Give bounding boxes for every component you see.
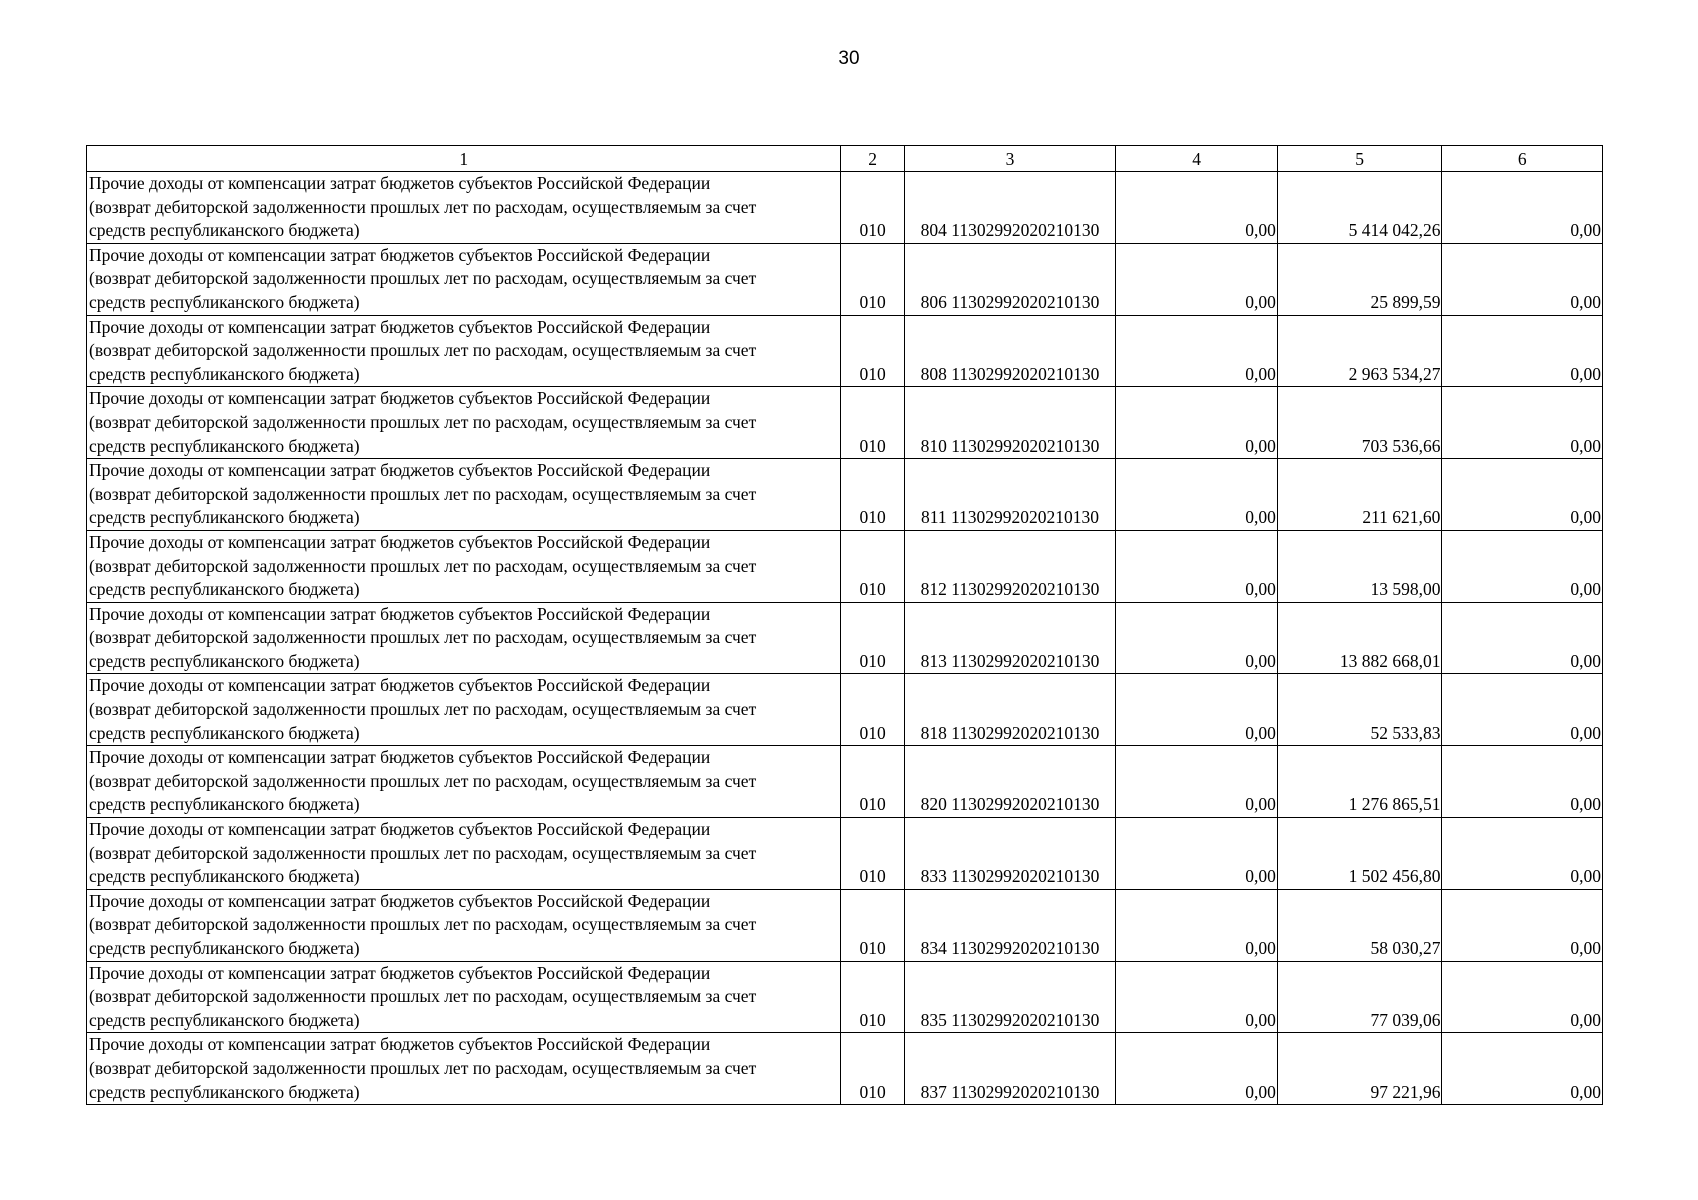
budget-classification-code-cell: 833 11302992020210130 bbox=[904, 818, 1116, 890]
column-number: 3 bbox=[904, 146, 1116, 172]
budget-classification-code-cell: 813 11302992020210130 bbox=[904, 602, 1116, 674]
income-name-line: Прочие доходы от компенсации затрат бюджетов субъектов Российской Федерации bbox=[89, 819, 711, 840]
column-4-value-cell: 0,00 bbox=[1116, 818, 1278, 890]
line-code-cell: 010 bbox=[841, 1033, 904, 1105]
column-5-value-cell: 2 963 534,27 bbox=[1277, 315, 1442, 387]
income-name-line: (возврат дебиторской задолженности прошлых лет по расходам, осуществляемым за счет bbox=[89, 914, 757, 935]
column-6-value-cell: 0,00 bbox=[1442, 172, 1603, 244]
budget-classification-code-cell: 810 11302992020210130 bbox=[904, 387, 1116, 459]
page-number: 30 bbox=[838, 48, 860, 69]
income-name-line: средств республиканского бюджета) bbox=[89, 507, 360, 528]
income-name-line: средств республиканского бюджета) bbox=[89, 1009, 360, 1030]
income-name-line: (возврат дебиторской задолженности прошлых лет по расходам, осуществляемым за счет bbox=[89, 1057, 757, 1078]
income-name-line: средств республиканского бюджета) bbox=[89, 291, 360, 312]
column-4-value-cell: 0,00 bbox=[1116, 746, 1278, 818]
column-4-value-cell: 0,00 bbox=[1116, 459, 1278, 531]
column-6-value-cell: 0,00 bbox=[1442, 387, 1603, 459]
column-5-value-cell: 97 221,96 bbox=[1277, 1033, 1442, 1105]
column-6-value-cell: 0,00 bbox=[1442, 315, 1603, 387]
line-code-cell: 010 bbox=[841, 674, 904, 746]
report-table-body bbox=[87, 146, 1603, 1105]
budget-classification-code-cell: 812 11302992020210130 bbox=[904, 530, 1116, 602]
column-6-value-cell: 0,00 bbox=[1442, 746, 1603, 818]
column-number: 1 bbox=[87, 146, 841, 172]
column-6-value-cell: 0,00 bbox=[1442, 889, 1603, 961]
column-5-value-cell: 211 621,60 bbox=[1277, 459, 1442, 531]
line-code-cell: 010 bbox=[841, 961, 904, 1033]
income-name-cell bbox=[87, 961, 841, 1033]
column-4-value-cell: 0,00 bbox=[1116, 961, 1278, 1033]
line-code-cell: 010 bbox=[841, 172, 904, 244]
income-name-line: (возврат дебиторской задолженности прошлых лет по расходам, осуществляемым за счет bbox=[89, 483, 757, 504]
income-name-cell bbox=[87, 387, 841, 459]
budget-classification-code-cell: 818 11302992020210130 bbox=[904, 674, 1116, 746]
column-6-value-cell: 0,00 bbox=[1442, 818, 1603, 890]
table-row bbox=[87, 674, 1603, 746]
income-name-line: средств республиканского бюджета) bbox=[89, 866, 360, 887]
income-name-line: Прочие доходы от компенсации затрат бюджетов субъектов Российской Федерации bbox=[89, 890, 711, 911]
income-name-cell bbox=[87, 818, 841, 890]
budget-classification-code-cell: 835 11302992020210130 bbox=[904, 961, 1116, 1033]
column-4-value-cell: 0,00 bbox=[1116, 1033, 1278, 1105]
income-name-line: (возврат дебиторской задолженности прошлых лет по расходам, осуществляемым за счет bbox=[89, 411, 757, 432]
income-name-cell bbox=[87, 746, 841, 818]
line-code-cell: 010 bbox=[841, 889, 904, 961]
column-5-value-cell: 703 536,66 bbox=[1277, 387, 1442, 459]
income-name-line: (возврат дебиторской задолженности прошлых лет по расходам, осуществляемым за счет bbox=[89, 770, 757, 791]
column-number: 4 bbox=[1116, 146, 1278, 172]
income-name-line: (возврат дебиторской задолженности прошлых лет по расходам, осуществляемым за счет bbox=[89, 555, 757, 576]
income-name-line: средств республиканского бюджета) bbox=[89, 220, 360, 241]
column-5-value-cell: 77 039,06 bbox=[1277, 961, 1442, 1033]
line-code-cell: 010 bbox=[841, 387, 904, 459]
budget-classification-code-cell: 811 11302992020210130 bbox=[904, 459, 1116, 531]
report-table bbox=[86, 145, 1603, 1105]
income-name-line: Прочие доходы от компенсации затрат бюджетов субъектов Российской Федерации bbox=[89, 388, 711, 409]
column-number: 6 bbox=[1442, 146, 1603, 172]
column-6-value-cell: 0,00 bbox=[1442, 674, 1603, 746]
income-name-line: Прочие доходы от компенсации затрат бюджетов субъектов Российской Федерации bbox=[89, 173, 711, 193]
income-name-line: Прочие доходы от компенсации затрат бюджетов субъектов Российской Федерации bbox=[89, 316, 711, 337]
income-name-line: средств республиканского бюджета) bbox=[89, 1081, 360, 1102]
income-name-cell bbox=[87, 459, 841, 531]
column-4-value-cell: 0,00 bbox=[1116, 315, 1278, 387]
income-name-cell bbox=[87, 602, 841, 674]
table-row bbox=[87, 889, 1603, 961]
income-name-line: Прочие доходы от компенсации затрат бюджетов субъектов Российской Федерации bbox=[89, 962, 711, 983]
income-name-line: средств республиканского бюджета) bbox=[89, 794, 360, 815]
column-5-value-cell: 13 598,00 bbox=[1277, 530, 1442, 602]
budget-classification-code-cell: 804 11302992020210130 bbox=[904, 172, 1116, 244]
line-code-cell: 010 bbox=[841, 315, 904, 387]
line-code-cell: 010 bbox=[841, 243, 904, 315]
income-name-cell bbox=[87, 172, 841, 244]
column-4-value-cell: 0,00 bbox=[1116, 387, 1278, 459]
line-code-cell: 010 bbox=[841, 818, 904, 890]
column-5-value-cell: 5 414 042,26 bbox=[1277, 172, 1442, 244]
income-name-line: средств республиканского бюджета) bbox=[89, 435, 360, 456]
column-5-value-cell: 52 533,83 bbox=[1277, 674, 1442, 746]
column-5-value-cell: 58 030,27 bbox=[1277, 889, 1442, 961]
income-name-line: средств республиканского бюджета) bbox=[89, 938, 360, 958]
income-name-line: (возврат дебиторской задолженности прошлых лет по расходам, осуществляемым за счет bbox=[89, 340, 757, 361]
table-row bbox=[87, 243, 1603, 315]
income-name-line: (возврат дебиторской задолженности прошлых лет по расходам, осуществляемым за счет bbox=[89, 842, 757, 863]
budget-classification-code-cell: 834 11302992020210130 bbox=[904, 889, 1116, 961]
column-5-value-cell: 13 882 668,01 bbox=[1277, 602, 1442, 674]
income-name-cell bbox=[87, 889, 841, 961]
income-name-cell bbox=[87, 1033, 841, 1105]
column-4-value-cell: 0,00 bbox=[1116, 674, 1278, 746]
table-row bbox=[87, 172, 1603, 244]
income-name-cell bbox=[87, 674, 841, 746]
line-code-cell: 010 bbox=[841, 602, 904, 674]
budget-classification-code-cell: 808 11302992020210130 bbox=[904, 315, 1116, 387]
income-name-line: Прочие доходы от компенсации затрат бюджетов субъектов Российской Федерации bbox=[89, 603, 711, 624]
column-6-value-cell: 0,00 bbox=[1442, 243, 1603, 315]
income-name-line: (возврат дебиторской задолженности прошлых лет по расходам, осуществляемым за счет bbox=[89, 268, 757, 289]
income-name-line: Прочие доходы от компенсации затрат бюджетов субъектов Российской Федерации bbox=[89, 747, 711, 768]
column-4-value-cell: 0,00 bbox=[1116, 530, 1278, 602]
income-name-line: средств республиканского бюджета) bbox=[89, 650, 360, 671]
column-4-value-cell: 0,00 bbox=[1116, 172, 1278, 244]
income-name-line: средств республиканского бюджета) bbox=[89, 722, 360, 743]
income-name-line: (возврат дебиторской задолженности прошлых лет по расходам, осуществляемым за счет bbox=[89, 196, 757, 217]
column-6-value-cell: 0,00 bbox=[1442, 530, 1603, 602]
income-name-line: средств республиканского бюджета) bbox=[89, 363, 360, 384]
income-name-line: Прочие доходы от компенсации затрат бюджетов субъектов Российской Федерации bbox=[89, 1034, 711, 1055]
line-code-cell: 010 bbox=[841, 459, 904, 531]
table-row bbox=[87, 530, 1603, 602]
table-row bbox=[87, 746, 1603, 818]
column-5-value-cell: 25 899,59 bbox=[1277, 243, 1442, 315]
column-4-value-cell: 0,00 bbox=[1116, 602, 1278, 674]
column-number-row bbox=[87, 146, 1603, 172]
income-name-line: Прочие доходы от компенсации затрат бюджетов субъектов Российской Федерации bbox=[89, 460, 711, 481]
income-name-line: (возврат дебиторской задолженности прошлых лет по расходам, осуществляемым за счет bbox=[89, 986, 757, 1007]
table-row bbox=[87, 818, 1603, 890]
column-number: 5 bbox=[1277, 146, 1442, 172]
table-row bbox=[87, 387, 1603, 459]
column-6-value-cell: 0,00 bbox=[1442, 459, 1603, 531]
income-name-line: Прочие доходы от компенсации затрат бюджетов субъектов Российской Федерации bbox=[89, 244, 711, 265]
income-name-line: средств республиканского бюджета) bbox=[89, 579, 360, 600]
column-4-value-cell: 0,00 bbox=[1116, 889, 1278, 961]
income-name-cell bbox=[87, 530, 841, 602]
line-code-cell: 010 bbox=[841, 530, 904, 602]
column-number: 2 bbox=[841, 146, 904, 172]
column-5-value-cell: 1 502 456,80 bbox=[1277, 818, 1442, 890]
column-5-value-cell: 1 276 865,51 bbox=[1277, 746, 1442, 818]
column-6-value-cell: 0,00 bbox=[1442, 602, 1603, 674]
income-name-line: Прочие доходы от компенсации затрат бюджетов субъектов Российской Федерации bbox=[89, 675, 711, 696]
income-name-line: Прочие доходы от компенсации затрат бюджетов субъектов Российской Федерации bbox=[89, 531, 711, 552]
income-name-line: (возврат дебиторской задолженности прошлых лет по расходам, осуществляемым за счет bbox=[89, 627, 757, 648]
table-row bbox=[87, 1033, 1603, 1105]
budget-classification-code-cell: 806 11302992020210130 bbox=[904, 243, 1116, 315]
income-name-cell bbox=[87, 243, 841, 315]
line-code-cell: 010 bbox=[841, 746, 904, 818]
table-row bbox=[87, 459, 1603, 531]
budget-classification-code-cell: 837 11302992020210130 bbox=[904, 1033, 1116, 1105]
column-4-value-cell: 0,00 bbox=[1116, 243, 1278, 315]
column-6-value-cell: 0,00 bbox=[1442, 1033, 1603, 1105]
table-row bbox=[87, 315, 1603, 387]
income-name-cell bbox=[87, 315, 841, 387]
budget-classification-code-cell: 820 11302992020210130 bbox=[904, 746, 1116, 818]
income-name-line: (возврат дебиторской задолженности прошлых лет по расходам, осуществляемым за счет bbox=[89, 699, 757, 720]
column-6-value-cell: 0,00 bbox=[1442, 961, 1603, 1033]
table-row bbox=[87, 602, 1603, 674]
table-row bbox=[87, 961, 1603, 1033]
